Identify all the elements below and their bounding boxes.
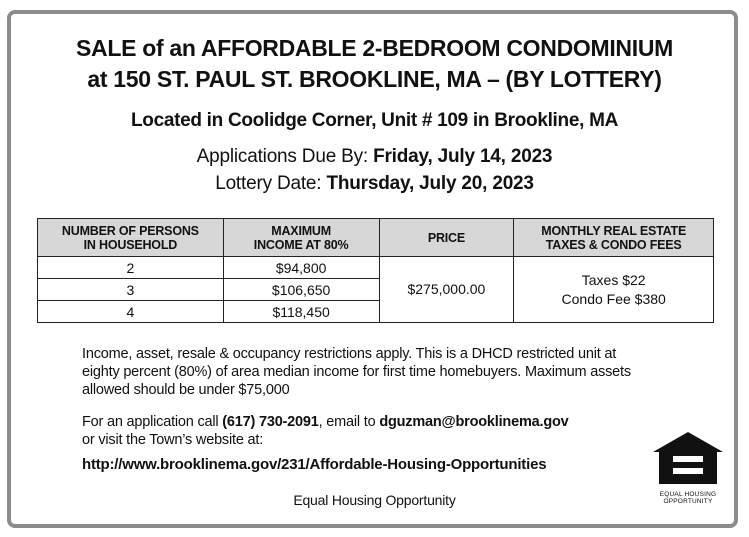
- headline-line-1: SALE of an AFFORDABLE 2-BEDROOM CONDOMINIUM: [75, 35, 673, 61]
- header-monthly-fees: MONTHLY REAL ESTATE TAXES & CONDO FEES: [514, 219, 714, 257]
- phone-number[interactable]: (617) 730-2091: [222, 414, 319, 430]
- header-household-size: NUMBER OF PERSONS IN HOUSEHOLD: [38, 219, 224, 257]
- condo-fee-value: Condo Fee $380: [561, 290, 666, 307]
- lottery-date-label: Lottery Date:: [215, 173, 327, 194]
- lottery-date: [0, 173, 749, 195]
- applications-due-date: Friday, July 14, 2023: [373, 146, 553, 167]
- household-size-cell: 3: [38, 279, 224, 301]
- header-max-income: MAXIMUM INCOME AT 80%: [223, 219, 379, 257]
- table-row: [38, 257, 714, 279]
- household-size-cell: 4: [38, 301, 224, 323]
- restrictions-text: Income, asset, resale & occupancy restrictions apply. This is a DHCD restricted unit at eighty percent (80%) of area median income for first time homebuyers. Maximum assets allowed should be under $75,000: [82, 346, 631, 398]
- equal-housing-house-icon: [651, 430, 725, 486]
- applications-due: [0, 146, 749, 168]
- logo-caption: EQUAL HOUSING OPPORTUNITY: [659, 491, 717, 505]
- website-link[interactable]: http://www.brooklinema.gov/231/Affordable-Housing-Opportunities: [82, 456, 547, 473]
- equal-housing-text: Equal Housing Opportunity: [293, 492, 456, 508]
- contact-info: For an application call (617) 730-2091, email to dguzman@brooklinema.gov or visit the Town’s website at:: [82, 414, 569, 448]
- applications-due-label: Applications Due By:: [196, 146, 374, 167]
- monthly-fees-cell: [514, 257, 714, 323]
- taxes-value: Taxes $22: [581, 271, 646, 288]
- location-subtitle: Located in Coolidge Corner, Unit # 109 in Brookline, MA: [130, 110, 619, 131]
- max-income-cell: $94,800: [223, 257, 379, 279]
- lottery-date-value: Thursday, July 20, 2023: [326, 173, 534, 194]
- equal-housing-logo: [651, 430, 725, 505]
- household-size-cell: 2: [38, 257, 224, 279]
- pricing-table: [37, 218, 714, 323]
- headline-line-2: at 150 ST. PAUL ST. BROOKLINE, MA – (BY LOTTERY): [87, 66, 662, 92]
- price-cell: $275,000.00: [379, 257, 514, 323]
- header-price: PRICE: [379, 219, 514, 257]
- max-income-cell: $118,450: [223, 301, 379, 323]
- email-link[interactable]: dguzman@brooklinema.gov: [379, 414, 569, 430]
- max-income-cell: $106,650: [223, 279, 379, 301]
- table-header-row: [38, 219, 714, 257]
- website-intro: or visit the Town’s website at:: [82, 432, 264, 448]
